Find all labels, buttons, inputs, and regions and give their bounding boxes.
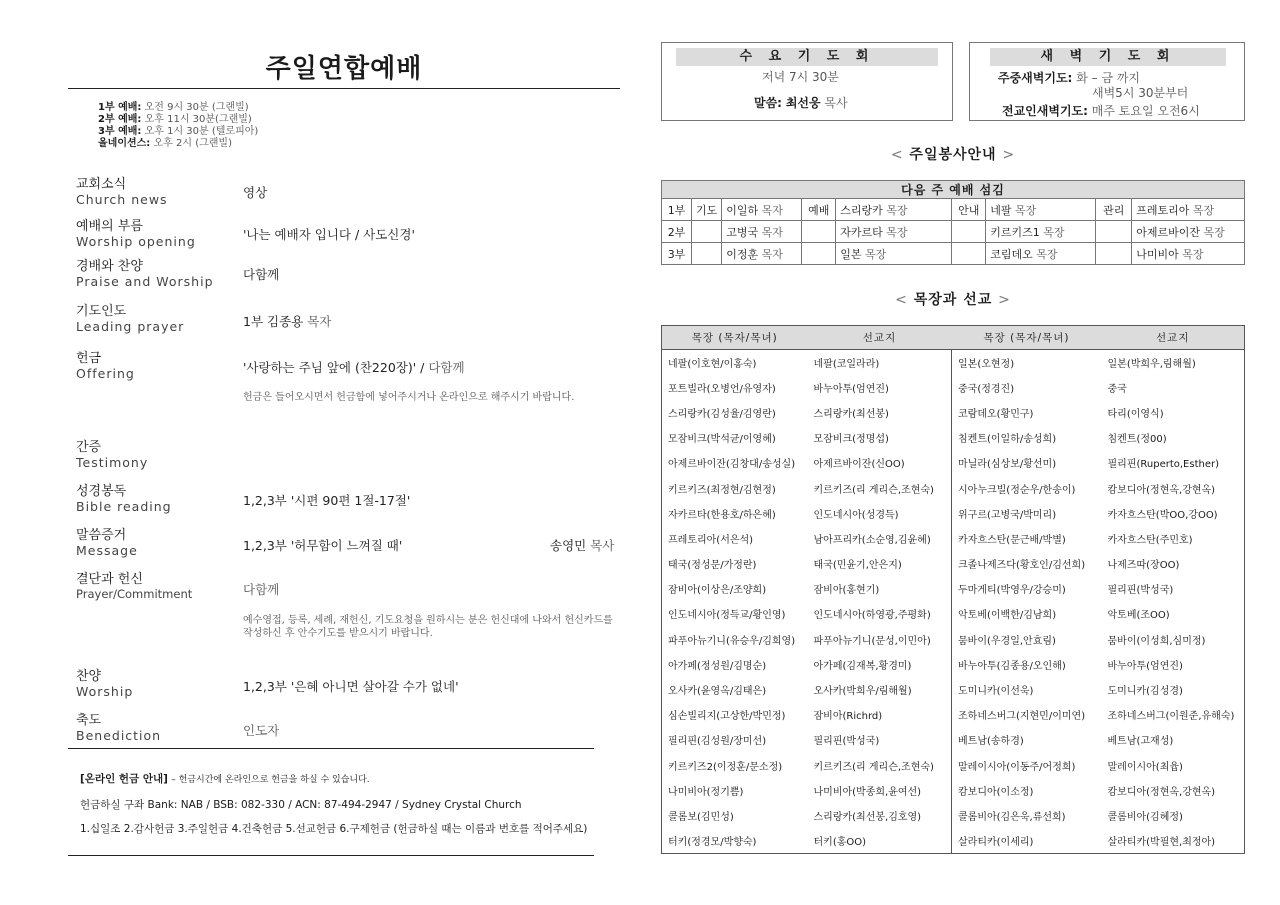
table-row: [662, 475, 1245, 500]
title-divider: [68, 88, 620, 89]
table-cell: 바누아투(엄연진): [808, 375, 952, 400]
table-cell: 태국(민윤기,안은지): [808, 551, 952, 576]
table-cell: 말레이시아(이동주/어정희): [958, 761, 1076, 773]
order-value: 다함께: [243, 582, 280, 597]
table-cell: 콜롬비아(김혜정): [1107, 811, 1183, 823]
table-cell: 도미니카(이선욱): [958, 686, 1034, 698]
table-cell: 잠비아(홍현기): [808, 576, 952, 601]
table-cell: 살라티카(이세리): [958, 836, 1034, 848]
table-cell: 필리핀(Ruperto,Esther): [1107, 459, 1219, 471]
table-row: [662, 652, 1245, 677]
online-offering-heading: [온라인 헌금 안내] – 헌금시간에 온라인으로 헌금을 하실 수 있습니다.: [80, 773, 370, 785]
table-cell: 바누아투(김종용/오인해): [958, 660, 1066, 672]
table-cell: 스리랑카(김성율/김영란): [668, 408, 776, 420]
table-cell: 인도네시아(성경득): [808, 501, 952, 526]
table-row: [662, 400, 1245, 425]
dawn-prayer-weekday-time: 새벽5시 30분부터: [1092, 86, 1189, 100]
table-cell: 콜롬보(김민성): [668, 811, 734, 823]
table-cell: 악토베(이백한/김남희): [958, 610, 1057, 622]
service-times: [98, 102, 258, 150]
table-row: [662, 753, 1245, 778]
service-time-row: 3부 예배: 오후 1시 30분 (텔로피아): [98, 126, 259, 137]
order-value: 영상: [243, 185, 268, 200]
order-value: '사랑하는 주님 앞에 (찬220장)' / 다함께: [243, 360, 465, 375]
table-cell: 남아프리카(소순영,김윤혜): [808, 526, 952, 551]
table-cell: 태국(정성문/가정란): [668, 560, 757, 572]
table-cell: 살라티카(박필현,최정아): [1107, 836, 1216, 848]
table-row: [662, 450, 1245, 475]
service-time-row: 올네이션스: 오후 2시 (그랜빌): [98, 138, 232, 149]
order-of-worship-panel: [68, 0, 620, 905]
table-cell: 아가페(김재복,황경미): [808, 652, 952, 677]
commitment-note: 예수영접, 등록, 세례, 재헌신, 기도요청을 원하시는 분은 헌신대에 나와서 헌신카드를 작성하신 후 안수기도를 받으시기 바랍니다.: [243, 615, 613, 639]
table-cell: 포트빌라(오병언/유영자): [668, 383, 776, 395]
table-row: [662, 375, 1245, 400]
table-cell: 필리핀(김성원/장미선): [668, 736, 767, 748]
wednesday-prayer-box: [661, 42, 953, 121]
table-row: [662, 576, 1245, 601]
service-time-row: 1부 예배: 오전 9시 30분 (그랜빌): [98, 102, 249, 113]
order-label: 축도 Benediction: [76, 713, 162, 743]
order-label: 성경봉독 Bible reading: [76, 484, 172, 514]
table-row: [662, 828, 1245, 853]
table-cell: 오사카(박희우/림해월): [808, 677, 952, 702]
order-value: 1,2,3부 '은혜 아니면 살아갈 수가 없네': [243, 679, 459, 694]
table-row: [662, 803, 1245, 828]
wednesday-prayer-title: 수 요 기 도 회: [676, 48, 938, 66]
table-cell: 일본(오현정): [958, 358, 1015, 370]
table-cell: 캄보디아(정현옥,강현옥): [1107, 484, 1216, 496]
table-row: [662, 526, 1245, 551]
table-cell: 스리랑카(최선봉): [808, 400, 952, 425]
table-cell: 키르키즈(최정현/김현정): [668, 484, 776, 496]
table-cell: 자카르타(한용호/하은혜): [668, 509, 776, 521]
order-value: '나는 예배자 입니다 / 사도신경': [243, 227, 415, 242]
wednesday-prayer-time: 저녁 7시 30분: [762, 70, 839, 84]
table-cell: 필리핀(박성국): [1107, 585, 1174, 597]
order-label: 기도인도 Leading prayer: [76, 304, 185, 334]
table-cell: 잠비아(Richrd): [808, 702, 952, 727]
table-row: [662, 350, 1245, 375]
table-cell: 크졸나제즈다(황호인/김선희): [958, 560, 1086, 572]
table-cell: 뭄바이(이성희,심미정): [1107, 635, 1206, 647]
table-row: [662, 627, 1245, 652]
table-row: 2부 고병국 목자 자카르타 목장 키르키즈1 목장 아제르바이잔 목장: [662, 221, 1245, 243]
table-header-row: 목장 (목자/목녀) 선교지 목장 (목자/목녀) 선교지: [662, 326, 1245, 350]
table-row: [662, 425, 1245, 450]
table-cell: 중국: [1107, 383, 1127, 395]
table-cell: 오사카(윤영옥/김태은): [668, 686, 767, 698]
table-cell: 바누아투(엄연진): [1107, 660, 1183, 672]
table-cell: 터키(홍OO): [808, 828, 952, 853]
table-cell: 나제즈따(장OO): [1107, 560, 1180, 572]
table-cell: 인도네시아(하영광,주평화): [808, 601, 952, 626]
service-roster-table: [661, 180, 1245, 265]
table-cell: 콜롬비아(김은욱,류선희): [958, 811, 1066, 823]
table-cell: 시아누크빌(정순우/한송이): [958, 484, 1076, 496]
table-cell: 악토베(조OO): [1107, 610, 1170, 622]
service-time-row: 2부 예배: 오후 11시 30분(그랜빌): [98, 114, 252, 125]
table-cell: 모잠비크(박석균/이영혜): [668, 434, 776, 446]
table-header-row: [662, 181, 1245, 199]
table-cell: 코람데오(황민구): [958, 408, 1034, 420]
order-label: 헌금 Offering: [76, 351, 135, 381]
offering-note: 헌금은 들어오시면서 헌금함에 넣어주시거나 온라인으로 해주시기 바랍니다.: [243, 392, 575, 403]
table-cell: 스리랑카(최선봉,김호영): [808, 803, 952, 828]
table-cell: 나미비아(정기쁨): [668, 786, 744, 798]
table-title: 다음 주 예배 섬김: [662, 181, 1245, 199]
order-label: 말씀증거 Message: [76, 528, 138, 558]
table-cell: 아제르바이잔(신OO): [808, 450, 952, 475]
table-cell: 조하네스버그(지현민/이미연): [958, 711, 1086, 723]
table-cell: 인도네시아(정득교/황인영): [668, 610, 786, 622]
order-label: 결단과 헌신 Prayer/Commitment: [76, 572, 193, 601]
table-row: [662, 702, 1245, 727]
dawn-prayer-weekday: 주중새벽기도: 화 – 금 까지: [998, 71, 1140, 85]
order-label: 찬양 Worship: [76, 669, 134, 699]
order-value: 1,2,3부 '시편 90편 1절-17절': [243, 493, 411, 508]
table-cell: 캄보디아(정현옥,강현옥): [1107, 786, 1216, 798]
missions-title: < 목장과 선교 >: [895, 292, 1011, 308]
table-cell: 캄보디아(이소정): [958, 786, 1034, 798]
dawn-prayer-box: [969, 42, 1245, 121]
table-cell: 키르키즈2(이정훈/문소정): [668, 761, 783, 773]
order-label: 경배와 찬양 Praise and Worship: [76, 259, 214, 289]
table-cell: 심손빌리지(고상한/박민정): [668, 711, 786, 723]
table-row: [662, 727, 1245, 752]
table-cell: 마닐라(심상보/황선미): [958, 459, 1057, 471]
order-value: 1,2,3부 '허무함이 느껴질 때': [243, 538, 403, 553]
table-row: [662, 778, 1245, 803]
table-cell: 뭄바이(우경일,안효림): [958, 635, 1056, 647]
table-cell: 모잠비크(정명섭): [808, 425, 952, 450]
table-cell: 필리핀(박성국): [808, 727, 952, 752]
table-cell: 네팔(이호현/이홍숙): [668, 358, 757, 370]
table-row: [662, 601, 1245, 626]
order-label: 간증 Testimony: [76, 440, 149, 470]
table-cell: 베트남(고재성): [1107, 736, 1174, 748]
online-section-top-rule: [68, 748, 594, 749]
service-and-missions-panel: [661, 0, 1245, 905]
dawn-prayer-title: 새 벽 기 도 회: [990, 48, 1226, 66]
table-cell: 침켄트(정00): [1107, 434, 1167, 446]
table-row: 1부 기도 이일하 목자 예배 스리랑카 목장 안내 네팔 목장 관리 프레토리아 목장: [662, 199, 1245, 221]
table-row: [662, 677, 1245, 702]
table-row: [662, 551, 1245, 576]
order-value: 다함께: [243, 267, 280, 282]
table-cell: 중국(정경진): [958, 383, 1015, 395]
offering-types: 1.십일조 2.감사헌금 3.주일헌금 4.건축헌금 5.선교헌금 6.구제헌금 (헌금하실 때는 이름과 번호를 적어주세요): [80, 823, 588, 835]
table-cell: 터키(정경모/박향숙): [668, 836, 757, 848]
table-cell: 키르키즈(리 게리슨,조현숙): [808, 475, 952, 500]
wednesday-prayer-speaker: 말씀: 최선웅 목사: [754, 96, 848, 110]
order-value: 1부 김종용 목자: [243, 314, 332, 329]
preacher: 송영민 목사: [550, 538, 615, 553]
service-guide-title: < 주일봉사안내 >: [890, 147, 1016, 163]
table-cell: 도미니카(김성경): [1107, 686, 1183, 698]
table-cell: 카자흐스탄(문근배/박별): [958, 534, 1066, 546]
order-label: 예배의 부름 Worship opening: [76, 219, 196, 249]
missions-table: [661, 325, 1245, 854]
table-cell: 침켄트(이일하/송성희): [958, 434, 1057, 446]
table-cell: 잠비아(이상은/조양희): [668, 585, 767, 597]
table-cell: 조하네스버그(이원준,유해숙): [1107, 711, 1235, 723]
table-cell: 일본(박희우,림해월): [1107, 358, 1196, 370]
online-section-bottom-rule: [68, 855, 594, 856]
table-cell: 네팔(코일라라): [808, 350, 952, 375]
table-row: 3부 이정훈 목자 일본 목장 코림데오 목장 나미비아 목장: [662, 243, 1245, 265]
table-cell: 프레토리아(서은석): [668, 534, 754, 546]
table-cell: 키르키즈(리 게리슨,조현숙): [808, 753, 952, 778]
table-cell: 파푸아뉴기니(유승우/김희영): [668, 635, 796, 647]
table-cell: 카자흐스탄(박OO,강OO): [1107, 509, 1218, 521]
bank-account: 헌금하실 구좌 Bank: NAB / BSB: 082-330 / ACN: 87-494-2947 / Sydney Crystal Church: [80, 799, 522, 811]
table-cell: 두마게티(박영우/강승미): [958, 585, 1066, 597]
table-cell: 아제르바이잔(김창대/송성실): [668, 459, 796, 471]
table-cell: 위구르(고병국/박미리): [958, 509, 1057, 521]
table-cell: 아가페(정성원/김명순): [668, 660, 767, 672]
order-label: 교회소식 Church news: [76, 177, 168, 207]
table-cell: 타리(이영식): [1107, 408, 1164, 420]
table-cell: 베트남(송하경): [958, 736, 1024, 748]
table-cell: 카자흐스탄(주민호): [1107, 534, 1193, 546]
table-cell: 말레이시아(최윱): [1107, 761, 1183, 773]
page-title: 주일연합예배: [265, 54, 423, 84]
dawn-prayer-all: 전교인새벽기도: 매주 토요일 오전6시: [1002, 104, 1200, 118]
order-value: 인도자: [243, 723, 280, 738]
table-cell: 나미비아(박종희,윤여선): [808, 778, 952, 803]
table-row: [662, 501, 1245, 526]
table-cell: 파푸아뉴기니(문성,이민아): [808, 627, 952, 652]
